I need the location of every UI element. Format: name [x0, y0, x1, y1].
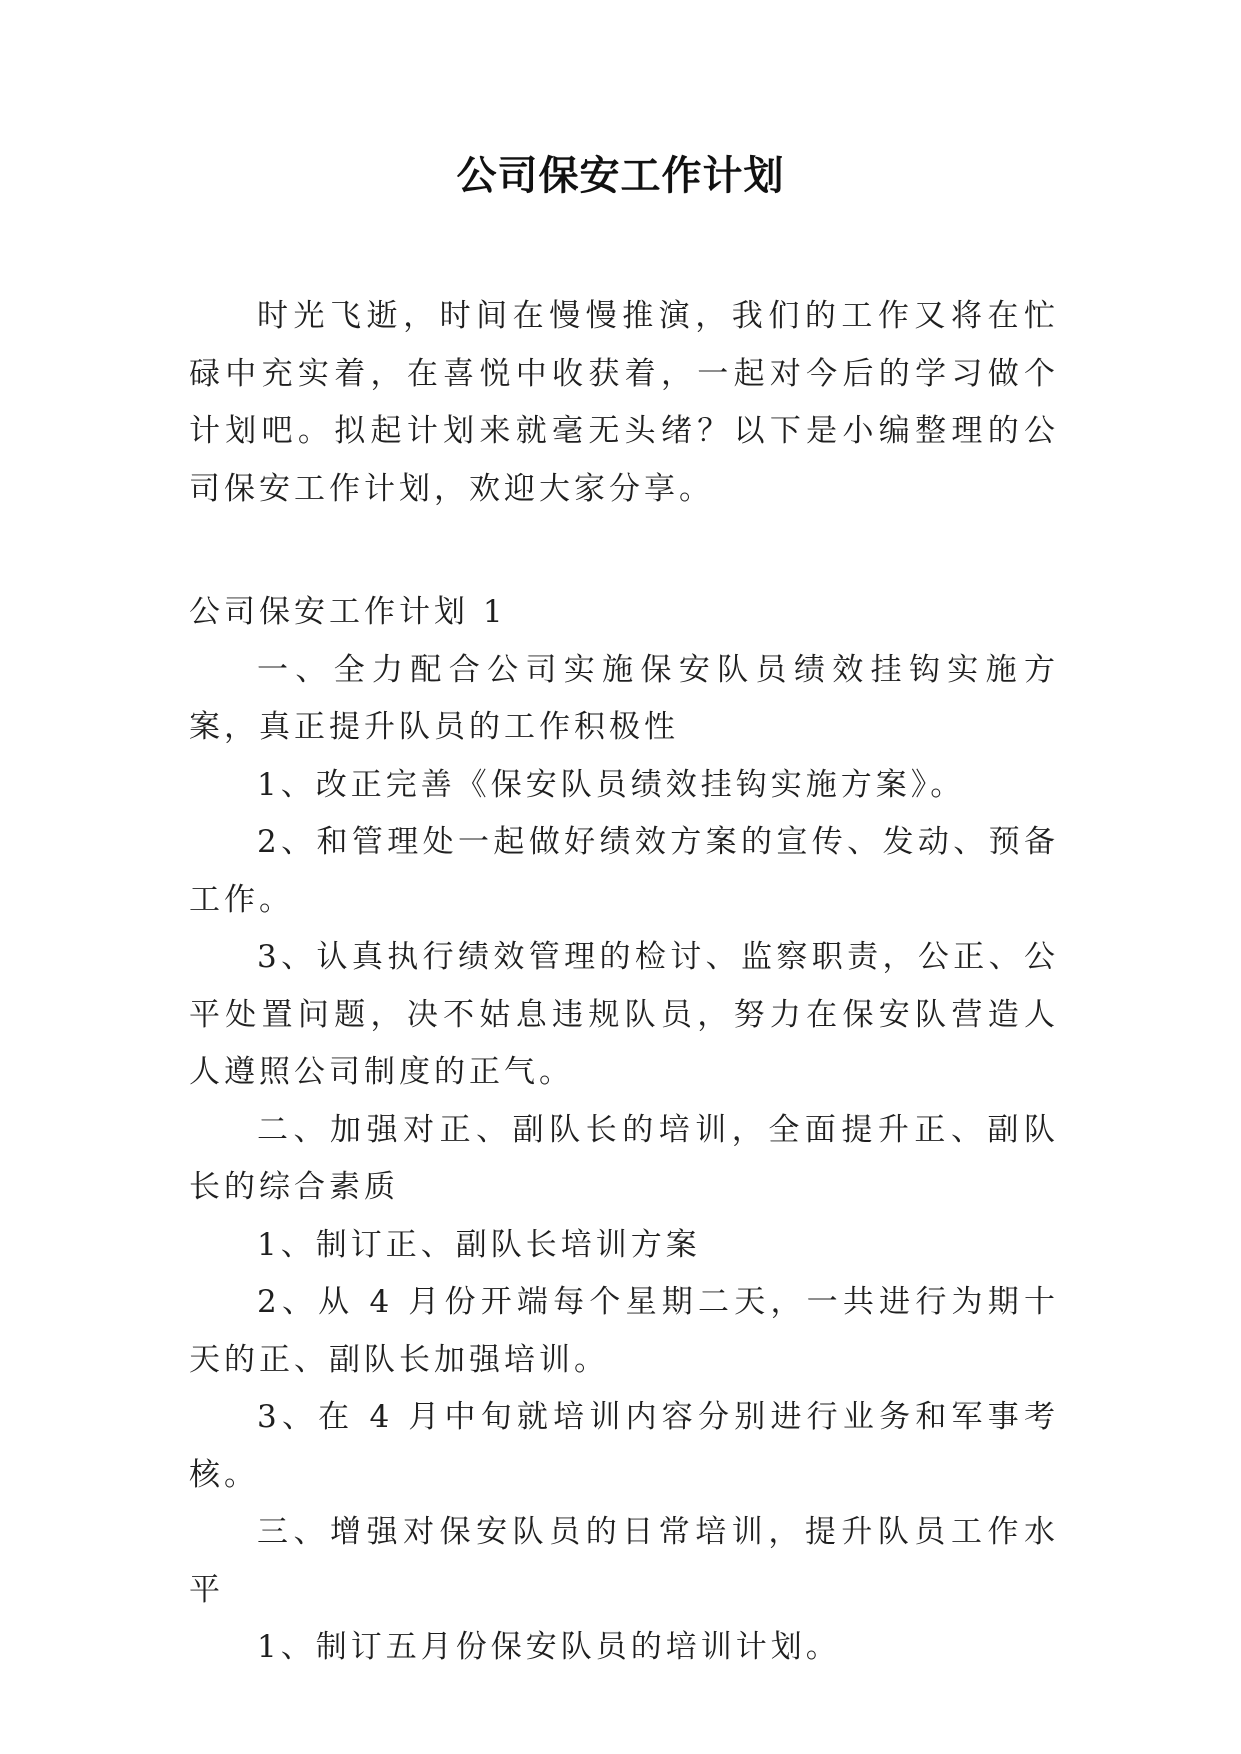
- paragraph-5: 二、加强对正、副队长的培训，全面提升正、副队长的综合素质: [189, 1111, 1059, 1205]
- intro-block: [189, 288, 1059, 518]
- paragraph-10: 1、制订五月份保安队员的培训计划。: [257, 1629, 841, 1665]
- paragraph-7: 2、从 4 月份开端每个星期二天，一共进行为期十天的正、副队长加强培训。: [189, 1284, 1059, 1378]
- paragraph-4: 3、认真执行绩效管理的检讨、监察职责，公正、公平处置问题，决不姑息违规队员，努力在保安队营造人人遵照公司制度的正气。: [189, 939, 1059, 1090]
- section-heading: 公司保安工作计划 1: [189, 594, 507, 630]
- document-title: 公司保安工作计划: [456, 153, 785, 199]
- paragraph-3: 2、和管理处一起做好绩效方案的宣传、发动、预备工作。: [189, 824, 1059, 918]
- paragraph-6: 1、制订正、副队长培训方案: [257, 1226, 701, 1263]
- section-block: [189, 584, 1059, 1677]
- intro-paragraph: 时光飞逝，时间在慢慢推演，我们的工作又将在忙碌中充实着，在喜悦中收获着，一起对今后的学习做个计划吧。拟起计划来就毫无头绪？以下是小编整理的公司保安工作计划，欢迎大家分享。: [189, 298, 1059, 507]
- paragraph-9: 三、增强对保安队员的日常培训，提升队员工作水平: [189, 1514, 1059, 1608]
- paragraph-1: 一、全力配合公司实施保安队员绩效挂钩实施方案，真正提升队员的工作积极性: [189, 651, 1059, 745]
- paragraph-2: 1、改正完善《保安队员绩效挂钩实施方案》。: [257, 766, 966, 803]
- paragraph-8: 3、在 4 月中旬就培训内容分别进行业务和军事考核。: [189, 1399, 1059, 1493]
